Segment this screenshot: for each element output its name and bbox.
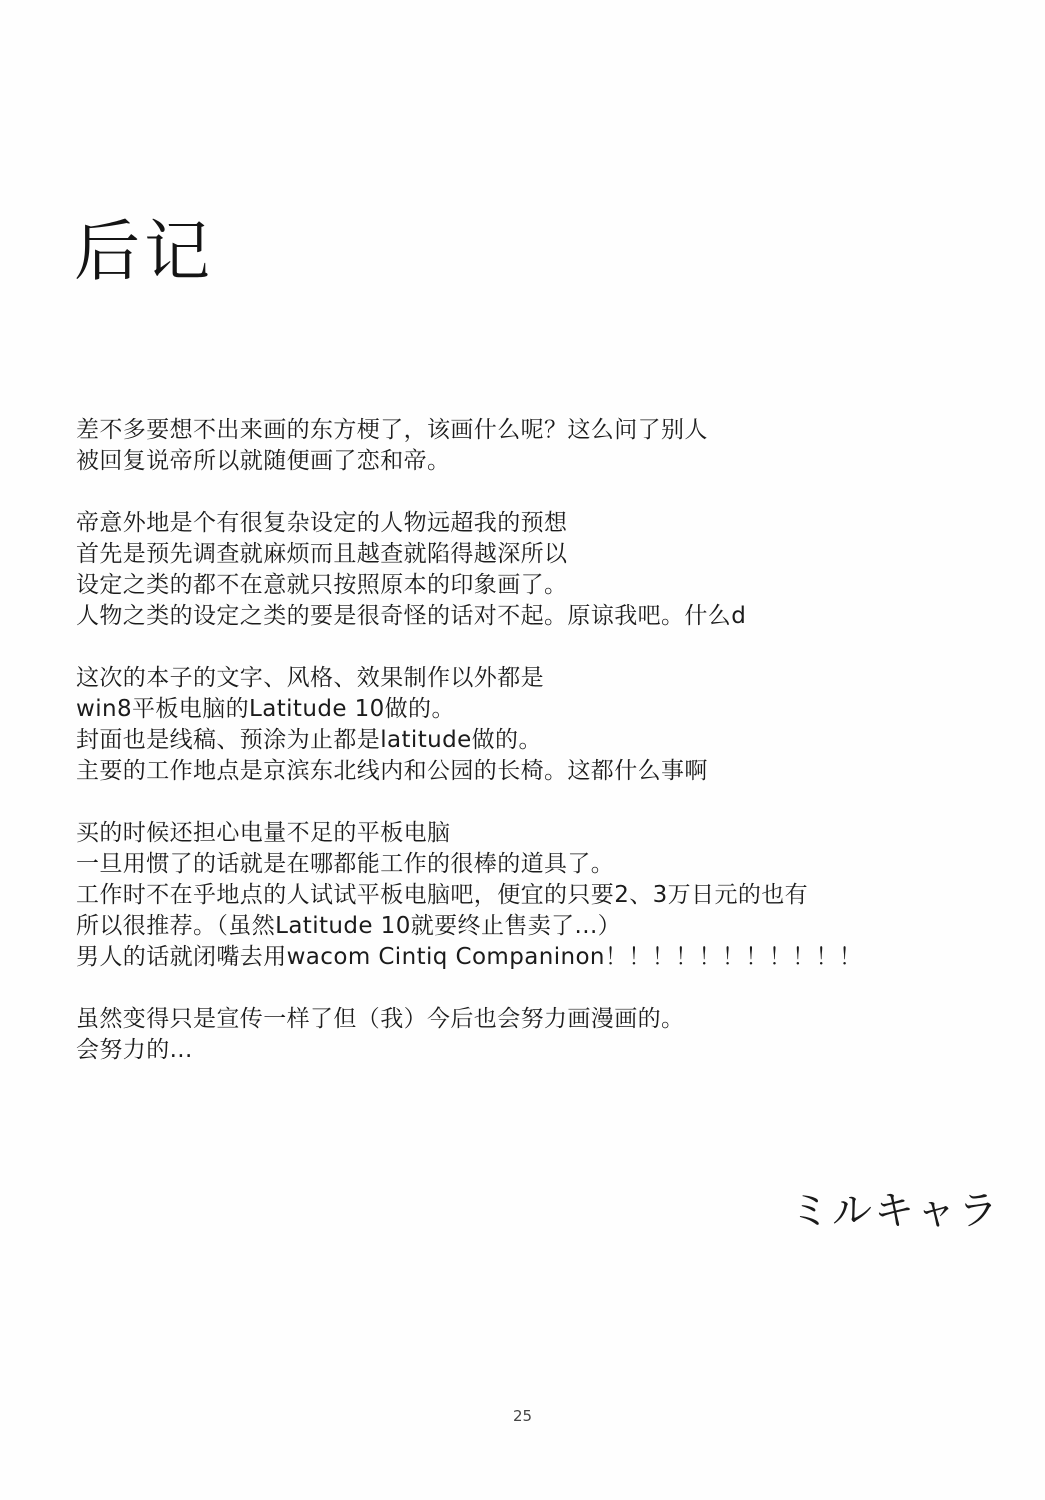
page-number: 25 (512, 1407, 533, 1425)
text-line: 所以很推荐。（虽然Latitude 10就要终止售卖了...） (76, 913, 622, 939)
text-line: 主要的工作地点是京滨东北线内和公园的长椅。这都什么事啊 (76, 758, 708, 784)
afterword-body (76, 415, 1016, 1097)
text-line: 男人的话就闭嘴去用wacom Cintiq Companinon！！！！！！！！！！！ (76, 944, 863, 970)
text-line: 人物之类的设定之类的要是很奇怪的话对不起。原谅我吧。什么d (76, 603, 747, 629)
text-line: 一旦用惯了的话就是在哪都能工作的很棒的道具了。 (76, 851, 615, 877)
text-line: 差不多要想不出来画的东方梗了，该画什么呢？这么问了别人 (76, 417, 708, 443)
author-signature: ミルキャラ (790, 1188, 1000, 1234)
text-line: 设定之类的都不在意就只按照原本的印象画了。 (76, 572, 568, 598)
text-line: 买的时候还担心电量不足的平板电脑 (76, 820, 451, 846)
text-line: 这次的本子的文字、风格、效果制作以外都是 (76, 665, 544, 691)
paragraph-5 (76, 1004, 1016, 1066)
text-line: 工作时不在乎地点的人试试平板电脑吧，便宜的只要2、3万日元的也有 (76, 882, 809, 908)
text-line: 首先是预先调查就麻烦而且越查就陷得越深所以 (76, 541, 568, 567)
paragraph-2 (76, 508, 1016, 632)
paragraph-1 (76, 415, 1016, 477)
page-title: 后记 (74, 213, 214, 290)
text-line: 会努力的... (76, 1037, 193, 1063)
paragraph-3 (76, 663, 1016, 787)
text-line: 被回复说帝所以就随便画了恋和帝。 (76, 448, 451, 474)
text-line: win8平板电脑的Latitude 10做的。 (76, 696, 455, 722)
paragraph-4 (76, 818, 1016, 973)
text-line: 封面也是线稿、预涂为止都是latitude做的。 (76, 727, 542, 753)
text-line: 帝意外地是个有很复杂设定的人物远超我的预想 (76, 510, 568, 536)
text-line: 虽然变得只是宣传一样了但（我）今后也会努力画漫画的。 (76, 1006, 685, 1032)
